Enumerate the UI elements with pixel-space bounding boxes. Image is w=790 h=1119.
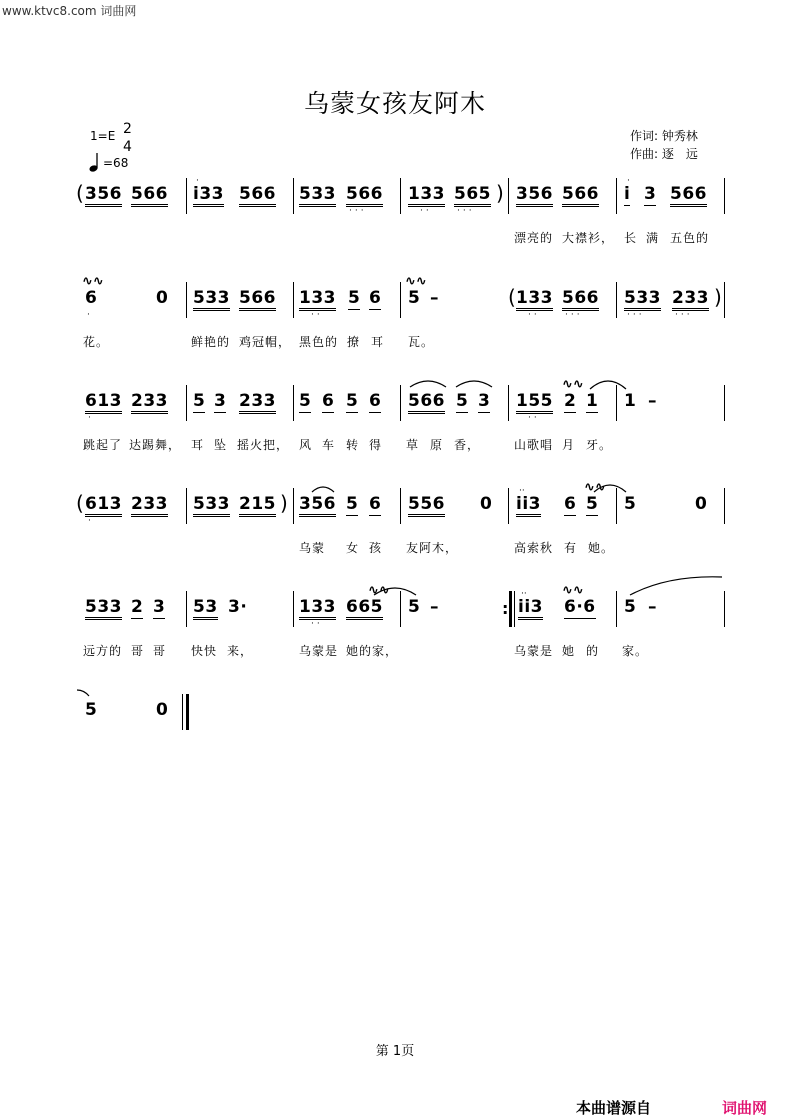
- time-signature-bottom: 4: [123, 139, 132, 155]
- bar-line: [400, 385, 401, 421]
- slur-mark: [454, 377, 494, 389]
- repeat-dots: :: [502, 599, 509, 618]
- score-row-2: [0, 274, 790, 349]
- note-group: 233: [672, 288, 709, 311]
- lyric: 哥: [153, 644, 167, 658]
- note-group: 5: [624, 597, 637, 617]
- trill-mark: ∿∿: [405, 274, 427, 289]
- time-signature-top: 2: [123, 121, 132, 137]
- note-group: 233: [131, 494, 168, 517]
- slur-mark: [372, 583, 418, 597]
- lyric: 满: [646, 231, 660, 245]
- lyric: 坠: [214, 438, 228, 452]
- bar-line: [293, 178, 294, 214]
- low-dots: ··: [311, 310, 323, 320]
- close-paren: ): [714, 285, 722, 309]
- lyric: 转: [346, 438, 360, 452]
- bar-line: [724, 282, 725, 318]
- note-group: 6: [369, 391, 382, 411]
- lyric: 瓦。: [408, 335, 435, 349]
- note-group: 133: [516, 288, 553, 311]
- low-dots: ···: [627, 310, 645, 320]
- note-group: 566: [239, 288, 276, 311]
- note-group: 533: [624, 288, 661, 311]
- note-group: ii3: [516, 494, 541, 517]
- note-group: 133: [299, 288, 336, 311]
- lyric: 车: [322, 438, 336, 452]
- bar-line: [616, 385, 617, 421]
- note-group: –: [648, 391, 657, 411]
- lyric: 她: [562, 644, 576, 658]
- bar-line: [293, 488, 294, 524]
- note-group: 155: [516, 391, 553, 414]
- lyric: 大襟衫，: [562, 231, 615, 245]
- note-group: 5: [299, 391, 312, 411]
- slur-mark: [592, 480, 628, 494]
- lyric: 的: [586, 644, 600, 658]
- note-group: 566: [239, 184, 276, 207]
- lyric: 来，: [227, 644, 254, 658]
- note-group: 5: [193, 391, 206, 411]
- final-bar-line: [186, 694, 189, 730]
- low-dots: ··: [528, 413, 540, 423]
- lyric: 女: [346, 541, 360, 555]
- lyric: 家。: [622, 644, 649, 658]
- note-group: 6: [369, 288, 382, 308]
- lyric: 达踢舞，: [129, 438, 182, 452]
- bar-line: [186, 591, 187, 627]
- low-dots: ··: [528, 310, 540, 320]
- lyric: 乌蒙是: [514, 644, 554, 658]
- lyric: 她的家，: [346, 644, 399, 658]
- score-row-4: [0, 480, 790, 555]
- note-group: 6: [369, 494, 382, 514]
- high-dot: ··: [519, 486, 525, 496]
- note-group: 1: [624, 391, 637, 411]
- tempo-marking: =68: [103, 156, 129, 170]
- slur-mark: [310, 482, 336, 494]
- note-group: 3: [214, 391, 227, 411]
- bar-line: [724, 178, 725, 214]
- bar-line: [724, 385, 725, 421]
- low-dots: ···: [565, 310, 583, 320]
- note-group: 233: [239, 391, 276, 414]
- lyric: 乌蒙: [299, 541, 326, 555]
- note-group: 5: [346, 494, 359, 514]
- low-dots: ···: [675, 310, 693, 320]
- open-paren: (: [76, 181, 84, 205]
- lyric: 得: [369, 438, 383, 452]
- lyric: 耳: [371, 335, 385, 349]
- low-dots: ··: [420, 206, 432, 216]
- note-group: 133: [408, 184, 445, 207]
- note-group: 566: [408, 391, 445, 414]
- lyric: 黑色的: [299, 335, 339, 349]
- lyric: 山歌唱: [514, 438, 554, 452]
- low-dots: ·: [88, 413, 94, 423]
- note-group: 613: [85, 391, 122, 414]
- bar-line: [514, 591, 515, 627]
- low-dots: ·: [88, 516, 94, 526]
- note-group: 356: [516, 184, 553, 207]
- bar-line: [724, 488, 725, 524]
- repeat-bar-line: [509, 591, 512, 627]
- note-group: 3: [478, 391, 491, 411]
- note-group: 533: [193, 494, 230, 517]
- note-group: 5: [456, 391, 469, 411]
- note-group: 566: [562, 184, 599, 207]
- bar-line: [293, 385, 294, 421]
- lyric: 有: [564, 541, 578, 555]
- score-row-3: [0, 377, 790, 452]
- lyric: 远方的: [83, 644, 123, 658]
- bar-line: [616, 282, 617, 318]
- note-group: –: [430, 288, 439, 308]
- note-group: 233: [131, 391, 168, 414]
- footer-source-label: 本曲谱源自: [576, 1099, 652, 1117]
- lyric: 友阿木，: [406, 541, 459, 555]
- lyric: 五色的: [670, 231, 710, 245]
- note-group: –: [430, 597, 439, 617]
- bar-line: [400, 488, 401, 524]
- low-dots: ···: [349, 206, 367, 216]
- note-group: 215: [239, 494, 276, 517]
- bar-line: [508, 178, 509, 214]
- trill-mark: ∿∿: [368, 583, 390, 598]
- note-group: ii3: [518, 597, 543, 620]
- lyric: 乌蒙是: [299, 644, 339, 658]
- source-watermark: www.ktvc8.com 词曲网: [2, 4, 137, 18]
- bar-line: [616, 178, 617, 214]
- lyric: 原: [430, 438, 444, 452]
- note-group: 133: [299, 597, 336, 620]
- bar-line: [186, 385, 187, 421]
- note-group: 0: [156, 288, 169, 308]
- note-group: 566: [346, 184, 383, 207]
- lyric: 哥: [131, 644, 145, 658]
- lyric: 跳起了: [83, 438, 123, 452]
- open-paren: (: [508, 285, 516, 309]
- lyric: 她。: [588, 541, 615, 555]
- bar-line: [508, 385, 509, 421]
- key-signature: 1=E: [90, 129, 116, 143]
- note-group: 3: [153, 597, 166, 617]
- note-group: 5: [408, 288, 421, 308]
- note-group: –: [648, 597, 657, 617]
- lyric: 草: [406, 438, 420, 452]
- time-signature: [123, 120, 132, 156]
- note-group: 5: [624, 494, 637, 514]
- lyric: 香，: [454, 438, 481, 452]
- note-group: 5: [586, 494, 599, 514]
- lyric: 鲜艳的: [191, 335, 231, 349]
- slur-mark: [628, 575, 724, 597]
- note-group: 0: [480, 494, 493, 514]
- note-group: 5: [85, 700, 98, 720]
- bar-line: [724, 591, 725, 627]
- note-group: 0: [156, 700, 169, 720]
- bar-line: [400, 282, 401, 318]
- note-group: 533: [193, 288, 230, 311]
- lyric: 摇火把，: [237, 438, 290, 452]
- note-group: 6: [85, 288, 98, 308]
- high-dot: ·: [196, 176, 199, 186]
- composer-credit: 作曲: 逐 远: [630, 147, 698, 161]
- note-group: 53: [193, 597, 218, 620]
- page-number: 第 1页: [375, 1044, 415, 1059]
- slur-mark: [76, 688, 90, 698]
- note-group: 356: [299, 494, 336, 517]
- high-dot: ··: [521, 589, 527, 599]
- slur-mark: [408, 377, 448, 389]
- note-group: 665: [346, 597, 383, 620]
- note-group: 356: [85, 184, 122, 207]
- lyric: 孩: [369, 541, 383, 555]
- note-group: 1: [586, 391, 599, 411]
- bar-line: [293, 591, 294, 627]
- note-group: 566: [670, 184, 707, 207]
- bar-line: [508, 488, 509, 524]
- note-group: 6: [322, 391, 335, 411]
- high-dot: ·: [627, 176, 630, 186]
- bar-line: [186, 488, 187, 524]
- bar-line: [400, 178, 401, 214]
- slur-mark: [588, 375, 628, 391]
- lyric: 风: [299, 438, 313, 452]
- low-dots: ··: [311, 619, 323, 629]
- trill-mark: ∿∿: [562, 583, 584, 598]
- bar-line: [293, 282, 294, 318]
- note-group: 5: [348, 288, 361, 308]
- note-group: 533: [299, 184, 336, 207]
- note-group: 2: [564, 391, 577, 411]
- note-group: 556: [408, 494, 445, 517]
- note-group: 566: [562, 288, 599, 311]
- low-dots: ···: [457, 206, 475, 216]
- note-group: 533: [85, 597, 122, 620]
- lyric: 花。: [83, 335, 110, 349]
- note-group: 6: [564, 494, 577, 514]
- note-group: 3·: [228, 597, 248, 617]
- bar-line: [400, 591, 401, 627]
- note-group: 0: [695, 494, 708, 514]
- note-group: 5: [408, 597, 421, 617]
- lyric: 鸡冠帽，: [239, 335, 292, 349]
- footer-site-logo[interactable]: 词曲网: [722, 1099, 768, 1117]
- lyric: 撩: [347, 335, 361, 349]
- note-group: 613: [85, 494, 122, 517]
- close-paren: ): [280, 491, 288, 515]
- bar-line: [186, 282, 187, 318]
- note-group: 3: [644, 184, 657, 204]
- note-group: 566: [131, 184, 168, 207]
- note-group: i33: [193, 184, 224, 207]
- trill-mark: ∿∿: [82, 274, 104, 289]
- score-row-6: [0, 692, 790, 752]
- score-row-5: [0, 583, 790, 658]
- low-dots: ·: [87, 310, 93, 320]
- lyric: 长: [624, 231, 638, 245]
- trill-mark: ∿∿: [562, 377, 584, 392]
- lyric: 月: [562, 438, 576, 452]
- note-group: 565: [454, 184, 491, 207]
- lyric: 漂亮的: [514, 231, 554, 245]
- note-group: 6·6: [564, 597, 596, 617]
- lyric: 高索秋: [514, 541, 554, 555]
- bar-line: [616, 591, 617, 627]
- score-row-1: [0, 176, 790, 245]
- note-group: 2: [131, 597, 144, 617]
- lyric: 牙。: [586, 438, 613, 452]
- note-group: i: [624, 184, 631, 204]
- lyricist-credit: 作词: 钟秀林: [630, 129, 698, 143]
- bar-line: [616, 488, 617, 524]
- lyric: 快快: [191, 644, 218, 658]
- trill-mark: ∿∿: [584, 480, 606, 495]
- note-group: 5: [346, 391, 359, 411]
- lyric: 耳: [191, 438, 205, 452]
- bar-line: [186, 178, 187, 214]
- open-paren: (: [76, 491, 84, 515]
- song-title: 乌蒙女孩友阿木: [303, 89, 486, 118]
- close-paren: ): [496, 181, 504, 205]
- bar-line: [182, 694, 183, 730]
